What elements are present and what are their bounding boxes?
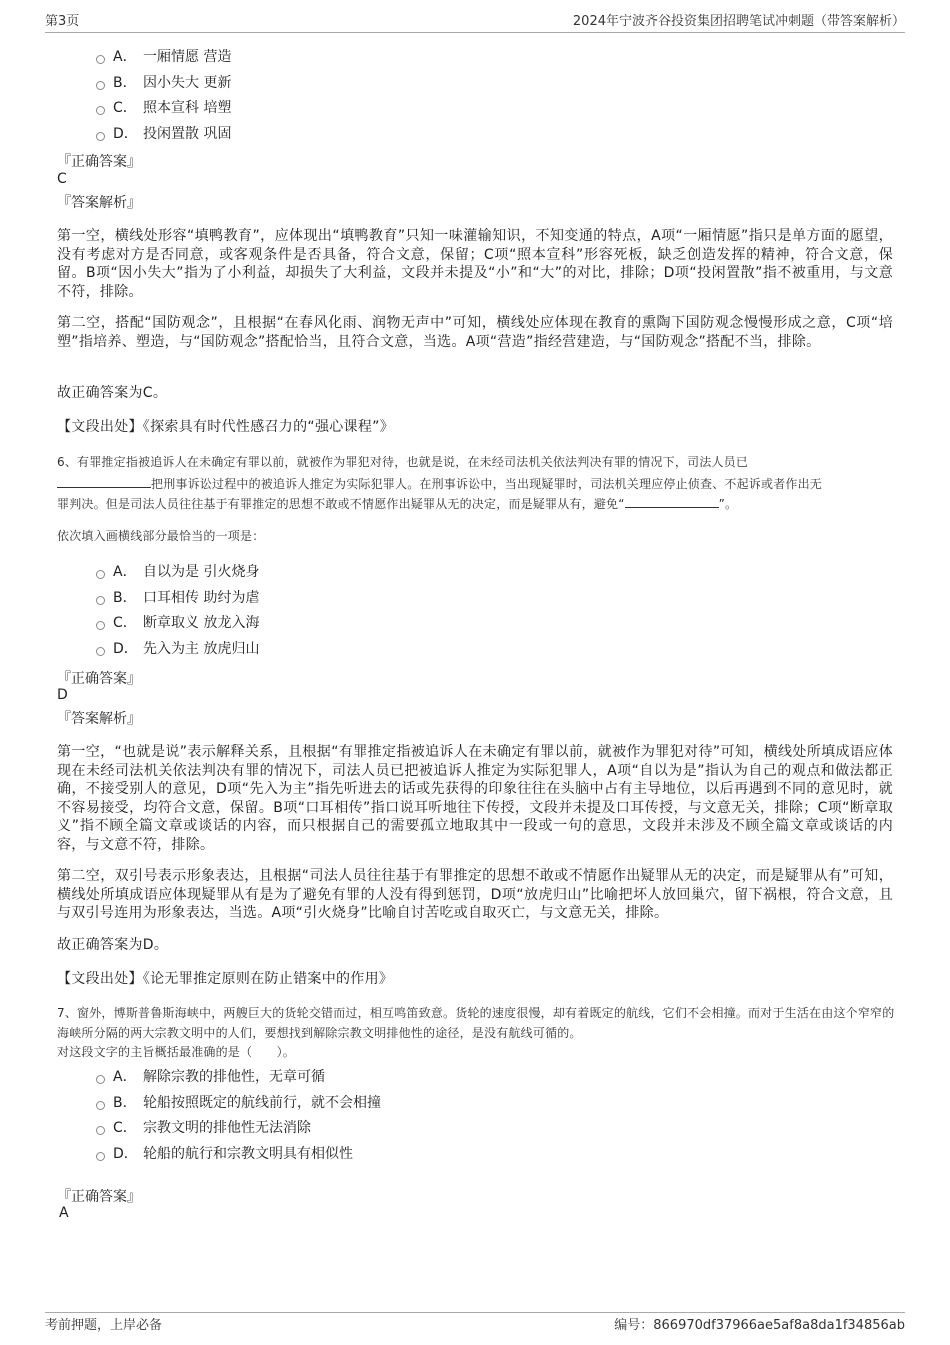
radio-icon[interactable] (96, 1152, 105, 1161)
radio-icon[interactable] (96, 647, 105, 656)
option-text: 因小失大 更新 (143, 75, 232, 91)
document-title: 2024年宁波齐谷投资集团招聘笔试冲刺题（带答案解析） (572, 14, 905, 29)
option-text: 解除宗教的排他性，无章可循 (143, 1069, 325, 1085)
fill-blank-2 (625, 495, 719, 508)
page-number: 第3页 (45, 14, 80, 29)
q5-answer: C (57, 171, 67, 187)
q6-source: 【文段出处】《论无罪推定原则在防止错案中的作用》 (57, 971, 394, 987)
radio-icon[interactable] (96, 132, 105, 141)
q6-conclusion: 故正确答案为D。 (57, 937, 169, 953)
fill-blank-1 (57, 475, 151, 488)
q7-option-b[interactable] (96, 1092, 381, 1112)
option-text: 轮船的航行和宗教文明具有相似性 (143, 1146, 353, 1162)
option-letter: C． (113, 100, 137, 116)
q7-stem: 7、窗外，博斯普鲁斯海峡中，两艘巨大的货轮交错而过，相互鸣笛致意。货轮的速度很慢，却有着既定的航线，它们不会相撞。而对于生活在由这个窄窄的海峡所分隔的两大宗教文明中的人们，要想找到解除宗教文明排他性的途径，是没有航线可循的。 (57, 1006, 895, 1040)
q6-analysis-paragraph-2: 第二空，双引号表示形象表达，且根据“司法人员往往基于有罪推定的思想不敢或不情愿作出疑罪从无的决定，而是疑罪从有”可知，横线处所填成语应体现疑罪从有是为了避免有罪的人没有得到惩罚，D项“放虎归山”比喻把坏人放回巢穴，留下祸根，符合文意，且与双引号连用为形象表达，当选。A项“引火烧身”比喻自讨苦吃或自取灭亡，与文意无关，排除。 (57, 868, 893, 921)
q6-option-b[interactable] (96, 587, 259, 607)
option-letter: B． (113, 1095, 137, 1111)
radio-icon[interactable] (96, 570, 105, 579)
option-letter: C． (113, 1120, 137, 1136)
q7-option-c[interactable] (96, 1117, 311, 1137)
q7-option-d[interactable] (96, 1143, 353, 1163)
q6-stem-line-3: 罪判决。但是司法人员往往基于有罪推定的思想不敢或不情愿作出疑罪从无的决定，而是疑罪从有，避免“ (57, 497, 625, 511)
q7-answer-label: 『正确答案』 (57, 1189, 141, 1205)
q6-stem-line-2: 把刑事诉讼过程中的被追诉人推定为实际犯罪人。在刑事诉讼中，当出现疑罪时，司法机关理应停止侦查、不起诉或者作出无 (151, 477, 823, 491)
radio-icon[interactable] (96, 81, 105, 90)
option-text: 轮船按照既定的航线前行，就不会相撞 (143, 1095, 381, 1111)
q5-conclusion: 故正确答案为C。 (57, 385, 168, 401)
q6-answer: D (57, 687, 68, 703)
q6-analysis-label: 『答案解析』 (57, 711, 141, 727)
option-text: 自以为是 引火烧身 (143, 564, 260, 580)
option-text: 口耳相传 助纣为虐 (143, 590, 260, 606)
q7-option-a[interactable] (96, 1066, 325, 1086)
q6-prompt: 依次填入画横线部分最恰当的一项是： (57, 529, 265, 543)
q5-option-d[interactable] (96, 123, 231, 143)
option-text: 照本宣科 培塑 (143, 100, 232, 116)
option-text: 一厢情愿 营造 (143, 49, 232, 65)
q5-option-b[interactable] (96, 72, 231, 92)
radio-icon[interactable] (96, 1126, 105, 1135)
q6-option-d[interactable] (96, 638, 259, 658)
option-text: 投闲置散 巩固 (143, 126, 232, 142)
option-letter: C． (113, 615, 137, 631)
footer-serial: 编号：866970df37966ae5af8a8da1f34856ab (614, 1318, 905, 1333)
option-letter: D． (113, 641, 138, 657)
q5-source: 【文段出处】《探索具有时代性感召力的“强心课程”》 (57, 419, 395, 435)
radio-icon[interactable] (96, 1101, 105, 1110)
option-text: 宗教文明的排他性无法消除 (143, 1120, 311, 1136)
q7-prompt: 对这段文字的主旨概括最准确的是（ ）。 (57, 1045, 296, 1059)
q7-answer: A (59, 1205, 69, 1221)
q6-stem (57, 452, 897, 514)
radio-icon[interactable] (96, 596, 105, 605)
footer-divider (45, 1312, 905, 1313)
q5-option-c[interactable] (96, 97, 231, 117)
q6-option-a[interactable] (96, 561, 259, 581)
q5-answer-label: 『正确答案』 (57, 154, 141, 170)
q5-analysis-paragraph-1: 第一空，横线处形容“填鸭教育”，应体现出“填鸭教育”只知一味灌输知识，不知变通的特点，A项“一厢情愿”指只是单方面的愿望，没有考虑对方是否同意，或客观条件是否具备，符合文意，保留；C项“照本宣科”形容死板，缺乏创造发挥的精神，符合文意，保留。B项“因小失大”指为了小利益，却损失了大利益，文段并未提及“小”和“大”的对比，排除；D项“投闲置散”指不被重用，与文意不符，排除。 (57, 228, 893, 300)
radio-icon[interactable] (96, 621, 105, 630)
q6-answer-label: 『正确答案』 (57, 671, 141, 687)
radio-icon[interactable] (96, 106, 105, 115)
q6-option-c[interactable] (96, 612, 259, 632)
radio-icon[interactable] (96, 55, 105, 64)
q6-stem-end: ”。 (718, 497, 738, 511)
option-text: 断章取义 放龙入海 (143, 615, 260, 631)
option-letter: D． (113, 1146, 138, 1162)
option-letter: D． (113, 126, 138, 142)
q5-option-a[interactable] (96, 46, 231, 66)
option-letter: A． (113, 49, 137, 65)
option-letter: B． (113, 75, 137, 91)
option-letter: A． (113, 564, 137, 580)
q6-stem-line-1: 6、有罪推定指被追诉人在未确定有罪以前，就被作为罪犯对待，也就是说，在未经司法机关依法判决有罪的情况下，司法人员已 (57, 455, 749, 469)
radio-icon[interactable] (96, 1075, 105, 1084)
q5-analysis-label: 『答案解析』 (57, 195, 141, 211)
option-text: 先入为主 放虎归山 (143, 641, 260, 657)
option-letter: A． (113, 1069, 137, 1085)
q6-analysis-paragraph-1: 第一空，“也就是说”表示解释关系，且根据“有罪推定指被追诉人在未确定有罪以前，就被作为罪犯对待”可知，横线处所填成语应体现在未经司法机关依法判决有罪的情况下，司法人员已把被追诉人推定为实际犯罪人，A项“自以为是”指认为自己的观点和做法都正确，不接受别人的意见，D项“先入为主”指先听进去的话或先获得的印象往往在头脑中占有主导地位，以后再遇到不同的意见时，就不容易接受，均符合文意，保留。B项“口耳相传”指口说耳听地往下传授，文段并未提及口耳传授，与文意无关，排除；C项“断章取义”指不顾全篇文章或谈话的内容，而只根据自己的需要孤立地取其中一段或一句的意思，文段并未涉及不顾全篇文章或谈话的内容，与文意不符，排除。 (57, 744, 893, 853)
option-letter: B． (113, 590, 137, 606)
header-divider (45, 32, 905, 33)
footer-slogan: 考前押题，上岸必备 (45, 1318, 163, 1333)
q5-analysis-paragraph-2: 第二空，搭配“国防观念”，且根据“在春风化雨、润物无声中”可知，横线处应体现在教育的熏陶下国防观念慢慢形成之意，C项“培塑”指培养、塑造，与“国防观念”搭配恰当，且符合文意，当选。A项“营造”指经营建造，与“国防观念”搭配不当，排除。 (57, 315, 893, 350)
